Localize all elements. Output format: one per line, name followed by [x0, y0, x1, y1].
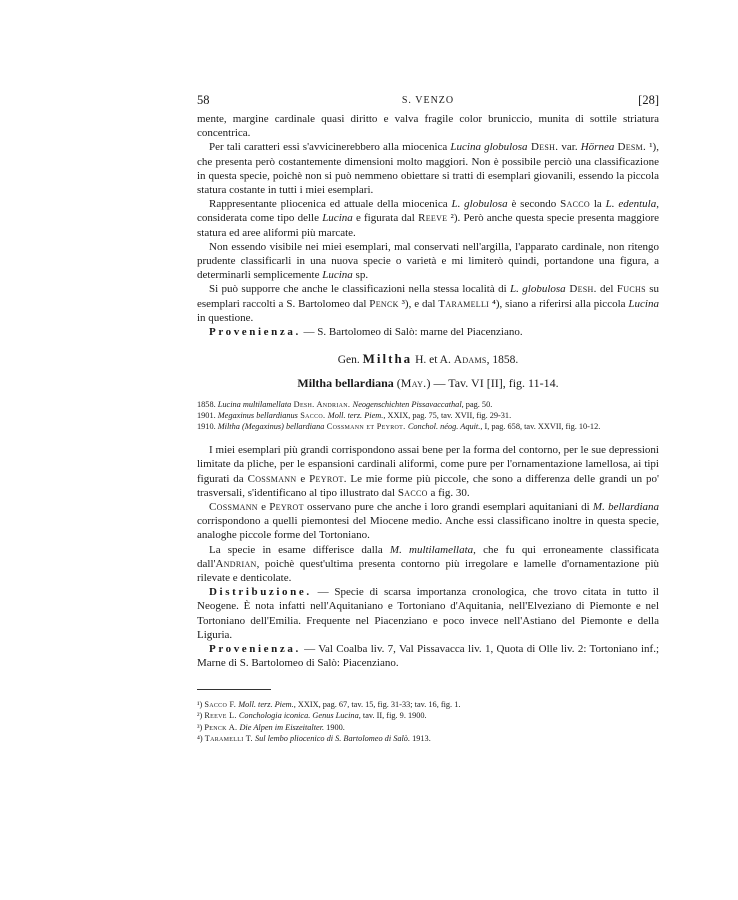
synonymy-list: [197, 399, 659, 432]
text-run: , I, pag. 658, tav. XXVII, fig. 10-12.: [480, 422, 601, 432]
running-title: S. VENZO: [401, 95, 455, 106]
text-run: 1858.: [197, 400, 218, 410]
taxon-name: Lucina: [322, 269, 353, 282]
footnote-1: [197, 699, 659, 711]
text-run: Si può supporre che anche le classificazioni nella stessa località di: [209, 283, 511, 296]
publication-title: Neogenschichten Pissavaccathal: [352, 400, 462, 410]
description-block: [197, 443, 659, 670]
text-run: 1900.: [324, 722, 345, 732]
page-number: 58: [197, 93, 210, 107]
text-run: ²). Però anche questa specie presenta maggiore statura ed aree aliformi più marcate.: [197, 212, 660, 239]
text-run: è secondo: [507, 198, 561, 211]
text-run: — S. Bartolomeo di Salò: marne del Piacenziano.: [300, 326, 523, 339]
author-name: Desh.: [565, 283, 597, 296]
provenance-1: [197, 325, 659, 339]
publication-title: Die Alpen im Eiszeitalter.: [239, 722, 325, 732]
author-name: Penck A.: [204, 722, 238, 732]
genus-name: Miltha: [362, 351, 413, 367]
species-heading: [197, 376, 659, 391]
text-run: I miei esemplari più grandi corrispondono assai bene per la forma del contorno, per le sue depressioni limitate da pliche, per le espansioni cardinali aliformi, come pure per l'ornamentazione lamellosa, ai tipi figurati da: [197, 444, 659, 485]
author-name: Sacco: [560, 198, 590, 211]
synonymy-entry: [197, 399, 659, 410]
taxon-name: Hörnea: [580, 141, 615, 154]
taxon-name: L. globulosa: [451, 198, 508, 211]
footnote-marker: ¹): [197, 699, 205, 709]
author-name: Fuchs: [616, 283, 646, 296]
text-run: ): [426, 376, 431, 391]
footnote-marker: ²): [197, 711, 205, 720]
text-run: Non essendo visibile nei miei esemplari, mal conservati nell'argilla, l'apparato cardinale, non ritengo prudente classificarli in una nuova specie o varietà e mi limiterò quindi, portandone una figura, a determinarli semplicemente: [197, 240, 659, 282]
text-run: sp.: [352, 269, 369, 282]
footnote-divider: [197, 689, 271, 690]
publication-title: Moll. terz. Piem.: [327, 411, 384, 421]
author-name: Desh. Andrian.: [291, 400, 353, 410]
author-name: Sacco.: [297, 411, 328, 421]
text-run: 1910.: [197, 422, 218, 432]
author-name: Peyrot: [269, 501, 304, 514]
text-run: del: [596, 283, 617, 296]
text-run: ¹), che presenta però costantemente dimensioni molto maggiori. Non è possibile perciò una classificazione in questa specie, poichè non si può nemmeno obiettare si tratti di esemplari giovanili, essendo la piccola statura costante in tutti i miei esemplari.: [197, 141, 659, 197]
text-run: La specie in esame differisce dalla: [209, 543, 390, 556]
text-run: — Specie di scarsa importanza cronologica, che trovo citata in tutto il Neogene. È nota infatti nell'Aquitaniano e Tortoniano d'Aquitania, nell'Elveziano di Piemonte e nel Tortoniano dell'Emilia. Frequente nel Piacenziano e poco invece nell'Astiano del Piemonte e della Liguria.: [197, 586, 659, 641]
section-label: Distribuzione.: [209, 586, 312, 599]
text-run: , pag. 50.: [461, 400, 493, 410]
footnote-4: [197, 733, 659, 745]
taxon-name: L. globulosa: [510, 283, 566, 296]
publication-title: Conchologia iconica. Genus Lucina: [238, 711, 359, 720]
genus-prefix: Gen.: [337, 354, 363, 367]
taxon-name: M. bellardiana: [592, 501, 659, 514]
author-name: Cossmann: [209, 501, 258, 514]
text-run: la: [589, 198, 606, 211]
text-run: , che fu qui erroneamente classificata dall': [197, 543, 660, 570]
genus-year: , 1858.: [486, 354, 519, 367]
taxon-name: Lucina: [322, 212, 353, 225]
text-run: , XXIX, pag. 75, tav. XVII, fig. 29-31.: [383, 411, 512, 421]
taxon-name: Lucina multilamellata: [217, 400, 292, 410]
text-run: e: [296, 472, 310, 485]
author-name: Sacco F.: [204, 699, 237, 709]
text-run: . Le mie forme più piccole, che sono a differenza delle grandi un po' trasversali, s'identificano al tipo illustrato dal: [197, 472, 659, 499]
paragraph-4: [197, 240, 659, 283]
plate-reference: — Tav. VI [II], fig. 11-14.: [430, 376, 559, 391]
taxon-name: Miltha (Megaxinus) bellardiana: [217, 422, 325, 432]
taxon-name: Lucina: [628, 297, 659, 310]
text-run: mente, margine cardinale quasi diritto e valva fragile color bruniccio, munita di sottile striatura concentrica.: [197, 113, 659, 140]
paragraph-1: [197, 112, 659, 140]
text-run: , considerata come tipo delle: [197, 198, 659, 225]
author-name: Cossmann et Peyrot.: [324, 422, 408, 432]
species-name: Miltha bellardiana: [297, 376, 394, 391]
text-run: var.: [558, 141, 581, 154]
taxon-name: Lucina globulosa: [450, 141, 528, 154]
text-run: , XXIX, pag. 67, tav. 15, fig. 31-33; tav. 16, fig. 1.: [293, 699, 461, 709]
publication-title: Moll. terz. Piem.: [238, 699, 294, 709]
distribution: [197, 585, 659, 642]
taxon-name: M. multilamellata: [389, 543, 474, 556]
paragraph-6: [197, 443, 659, 500]
main-text: [197, 112, 659, 745]
text-run: 1901.: [197, 411, 218, 421]
author-name: Sacco: [397, 486, 428, 499]
text-run: ⁴), siano a riferirsi alla piccola: [489, 297, 629, 310]
author-name: Cossmann: [247, 472, 297, 485]
text-run: corrispondono a quelli piemontesi del Miocene medio. Anche essi classificano inoltre in questa specie, analoghe piccole forme del Tortoniano.: [197, 515, 659, 542]
footnote-2: [197, 710, 659, 722]
author-name: Penck: [369, 297, 399, 310]
synonymy-entry: [197, 421, 659, 432]
paragraph-2: [197, 140, 659, 197]
author-name: Taramelli: [438, 297, 490, 310]
taxon-name: L. edentula: [605, 198, 657, 211]
text-run: e: [257, 501, 270, 514]
author-name: Andrian: [215, 557, 257, 570]
page-header: [197, 93, 659, 109]
text-run: e figurata dal: [352, 212, 419, 225]
paragraph-7: [197, 500, 659, 543]
footnote-marker: ⁴): [197, 734, 205, 743]
footnotes: [197, 699, 659, 745]
author-name: Desh.: [527, 141, 559, 154]
text-run: — Val Coalba liv. 7, Val Pissavacca liv. 1, Quota di Olle liv. 2: Tortoniano inf.; Marne di S. Bartolomeo di Salò: Piacenziano.: [197, 643, 659, 670]
provenance-2: [197, 642, 659, 670]
paragraph-5: [197, 282, 659, 325]
text-run: osservano pure che anche i loro grandi esemplari aquitaniani di: [303, 501, 593, 514]
author-name: Peyrot: [309, 472, 344, 485]
genus-heading: [197, 351, 659, 367]
text-run: , poichè quest'ultima presenta contorno più irregolare e lamelle d'ornamentazione più rilevate e denticolate.: [197, 557, 659, 585]
paragraph-3: [197, 197, 659, 240]
text-run: su esemplari raccolti a S. Bartolomeo dal: [197, 283, 660, 310]
author-name: Desm.: [617, 141, 647, 154]
footnote-3: [197, 722, 659, 734]
section-label: Provenienza.: [209, 643, 301, 656]
text-run: Per tali caratteri essi s'avvicinerebbero alla miocenica: [209, 141, 451, 154]
text-run: Rappresentante pliocenica ed attuale della miocenica: [209, 198, 452, 211]
text-run: H. et A.: [412, 354, 454, 367]
text-run: 1913.: [410, 734, 431, 743]
footnote-marker: ³): [197, 722, 205, 732]
publication-title: Sul lembo pliocenico di S. Bartolomeo di Salò.: [254, 734, 411, 743]
taxon-name: Megaxinus bellardianus: [217, 411, 298, 421]
text-run: (: [393, 376, 401, 391]
text-run: a fig. 30.: [427, 486, 470, 499]
author-name: Taramelli T.: [204, 734, 253, 743]
bracket-page-number: [28]: [638, 93, 659, 107]
text-run: in questione.: [197, 311, 254, 324]
text-run: ³), e dal: [398, 297, 439, 310]
synonymy-entry: [197, 410, 659, 421]
section-label: Provenienza.: [209, 326, 301, 339]
publication-title: Conchol. néog. Aquit.: [407, 422, 481, 432]
author-name: Adams: [453, 354, 487, 367]
text-run: , tav. II, fig. 9. 1900.: [358, 711, 427, 720]
author-name: May.: [400, 376, 427, 391]
author-name: Reeve L.: [204, 711, 237, 720]
paragraph-8: [197, 543, 659, 586]
author-name: Reeve: [418, 212, 448, 225]
